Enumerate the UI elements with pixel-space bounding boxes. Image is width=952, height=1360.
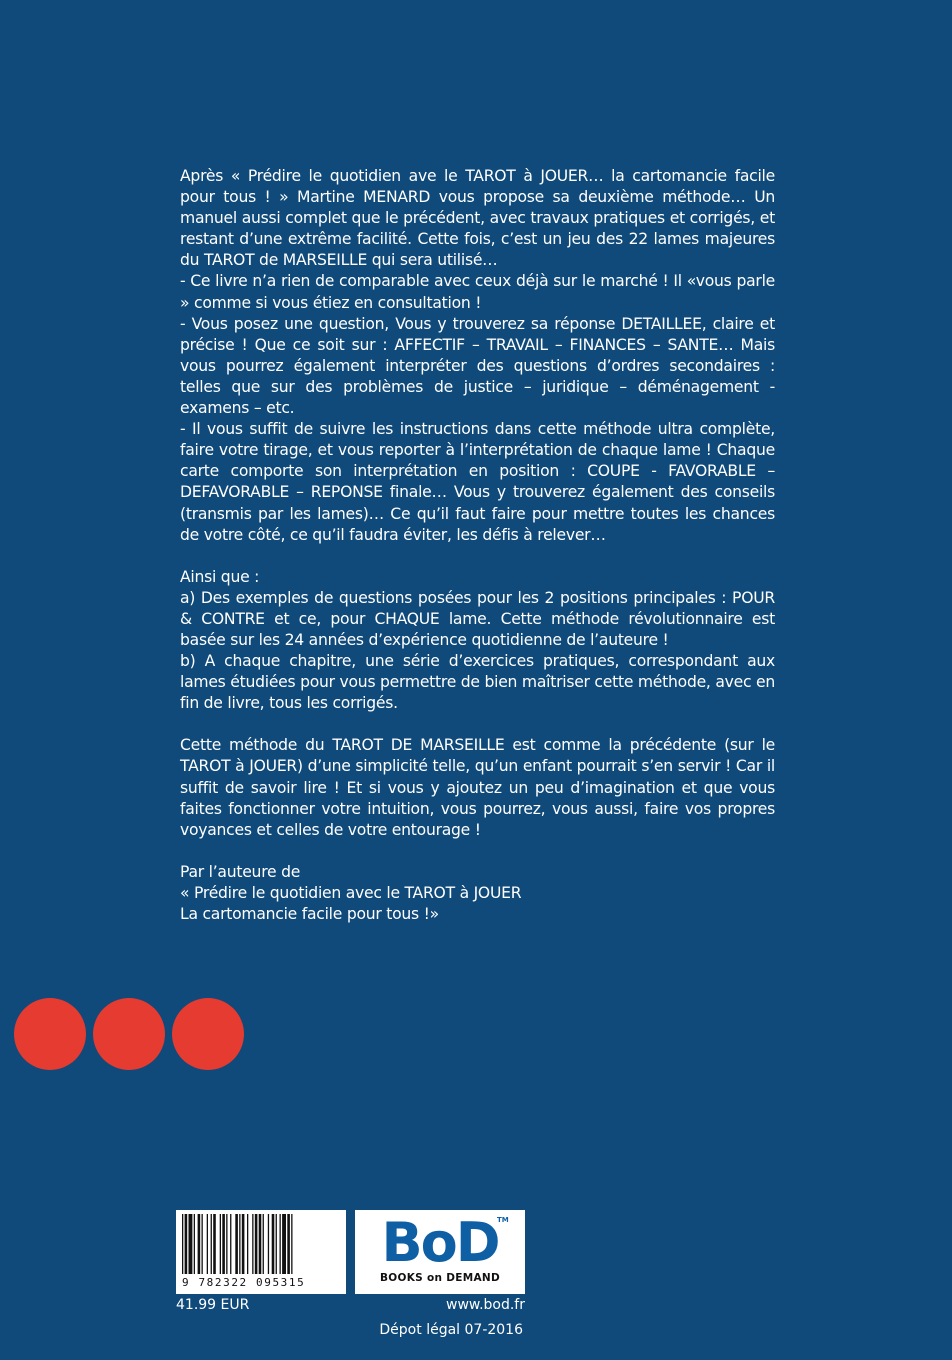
previous-title-line-1: « Prédire le quotidien avec le TAROT à JOUER — [180, 883, 522, 902]
previous-title-line-2: La cartomancie facile pour tous !» — [180, 905, 439, 923]
barcode-bar — [247, 1214, 248, 1274]
isbn-barcode — [176, 1210, 346, 1294]
bod-logo-text: BoD — [381, 1211, 499, 1274]
publisher-logo — [355, 1210, 525, 1294]
barcode-bar — [252, 1214, 253, 1274]
back-cover-text — [180, 166, 775, 925]
red-dot — [93, 998, 165, 1070]
intro-paragraph: Après « Prédire le quotidien ave le TAROT à JOUER… la cartomancie facile pour tous ! » Martine MENARD vous propose sa deuxième méthode… Un manuel aussi complet que le précédent, avec travaux pratiques et corrigés, et restant d’une extrême facilité. Cette fois, c’est un jeu des 22 lames majeures du TAROT de MARSEILLE qui sera utilisé… — [180, 167, 775, 270]
barcode-bar — [230, 1214, 231, 1274]
barcode-bars — [180, 1214, 342, 1276]
barcode-bar — [220, 1214, 221, 1274]
barcode-bar — [222, 1214, 225, 1274]
bod-subtitle: BOOKS on DEMAND — [379, 1272, 501, 1284]
instructions-paragraph: - Il vous suffit de suivre les instructions dans cette méthode ultra complète, faire votre tirage, et vous reporter à l’interprétation de chaque lame ! Chaque carte comporte son interprétation en position : COUPE - FAVORABLE – DEFAVORABLE – REPONSE finale… Vous y trouverez également des conseils (transmis par les lames)… Ce qu’il faut faire pour mettre toutes les chances de votre côté, ce qu’il faudra éviter, les défis à relever… — [180, 420, 775, 544]
barcode-bar — [282, 1214, 286, 1274]
barcode-bar — [202, 1214, 203, 1274]
barcode-bar — [213, 1214, 216, 1274]
barcode-bar — [185, 1214, 188, 1274]
question-paragraph: - Vous posez une question, Vous y trouverez sa réponse DETAILLEE, claire et précise ! Que ce soit sur : AFFECTIF – TRAVAIL – FINANCES – SANTE… Mais vous pourrez également interpréter des questions d’ordres secondaires : telles que sur des problèmes de justice – juridique – déménagement - examens – etc. — [180, 314, 775, 418]
item-a: a) Des exemples de questions posées pour les 2 positions principales : POUR & CONTRE et ce, pour CHAQUE lame. Cette méthode révolutionnaire est basée sur les 24 années d’expérience quotidienne de l’auteure ! — [180, 588, 775, 649]
barcode-bar — [280, 1214, 281, 1274]
barcode-bar — [268, 1214, 269, 1274]
barcode-bar — [182, 1214, 183, 1274]
barcode-bar — [259, 1214, 262, 1274]
barcode-bar — [287, 1214, 290, 1274]
barcode-bar — [276, 1214, 277, 1274]
barcode-bar — [235, 1214, 238, 1274]
barcode-bar — [211, 1214, 212, 1274]
legal-deposit: Dépot légal 07-2016 — [379, 1322, 523, 1338]
barcode-bar — [242, 1214, 245, 1274]
item-b: b) A chaque chapitre, une série d’exercices pratiques, correspondant aux lames étudiées pour vous permettre de bien maîtriser cette méthode, avec en fin de livre, tous les corrigés. — [180, 652, 775, 713]
barcode-bar — [272, 1214, 275, 1274]
price: 41.99 EUR — [176, 1297, 250, 1313]
red-dot — [14, 998, 86, 1070]
publisher-website: www.bod.fr — [446, 1297, 525, 1313]
ainsi-que-heading: Ainsi que : — [180, 567, 260, 586]
barcode-bar — [207, 1214, 208, 1274]
barcode-bar — [263, 1214, 264, 1274]
barcode-bar — [194, 1214, 195, 1274]
barcode-bar — [291, 1214, 292, 1274]
barcode-bar — [189, 1214, 193, 1274]
barcode-bar — [255, 1214, 258, 1274]
red-dot — [172, 998, 244, 1070]
by-author: Par l’auteure de — [180, 862, 301, 881]
method-paragraph: Cette méthode du TAROT DE MARSEILLE est comme la précédente (sur le TAROT à JOUER) d’une simplicité telle, qu’un enfant pourrait s’en servir ! Car il suffit de savoir lire ! Et si vous y ajoutez un peu d’imagination et que vous faites fonctionner votre intuition, vous pourrez, vous aussi, faire vos propres voyances et celles de votre entourage ! — [180, 736, 775, 839]
comparison-paragraph: - Ce livre n’a rien de comparable avec ceux déjà sur le marché ! Il «vous parle » comme si vous étiez en consultation ! — [180, 272, 775, 312]
barcode-bar — [198, 1214, 201, 1274]
isbn-number: 9 782322 095315 — [182, 1276, 306, 1289]
trademark-mark: TM — [497, 1216, 509, 1224]
barcode-bar — [239, 1214, 240, 1274]
barcode-bar — [226, 1214, 227, 1274]
